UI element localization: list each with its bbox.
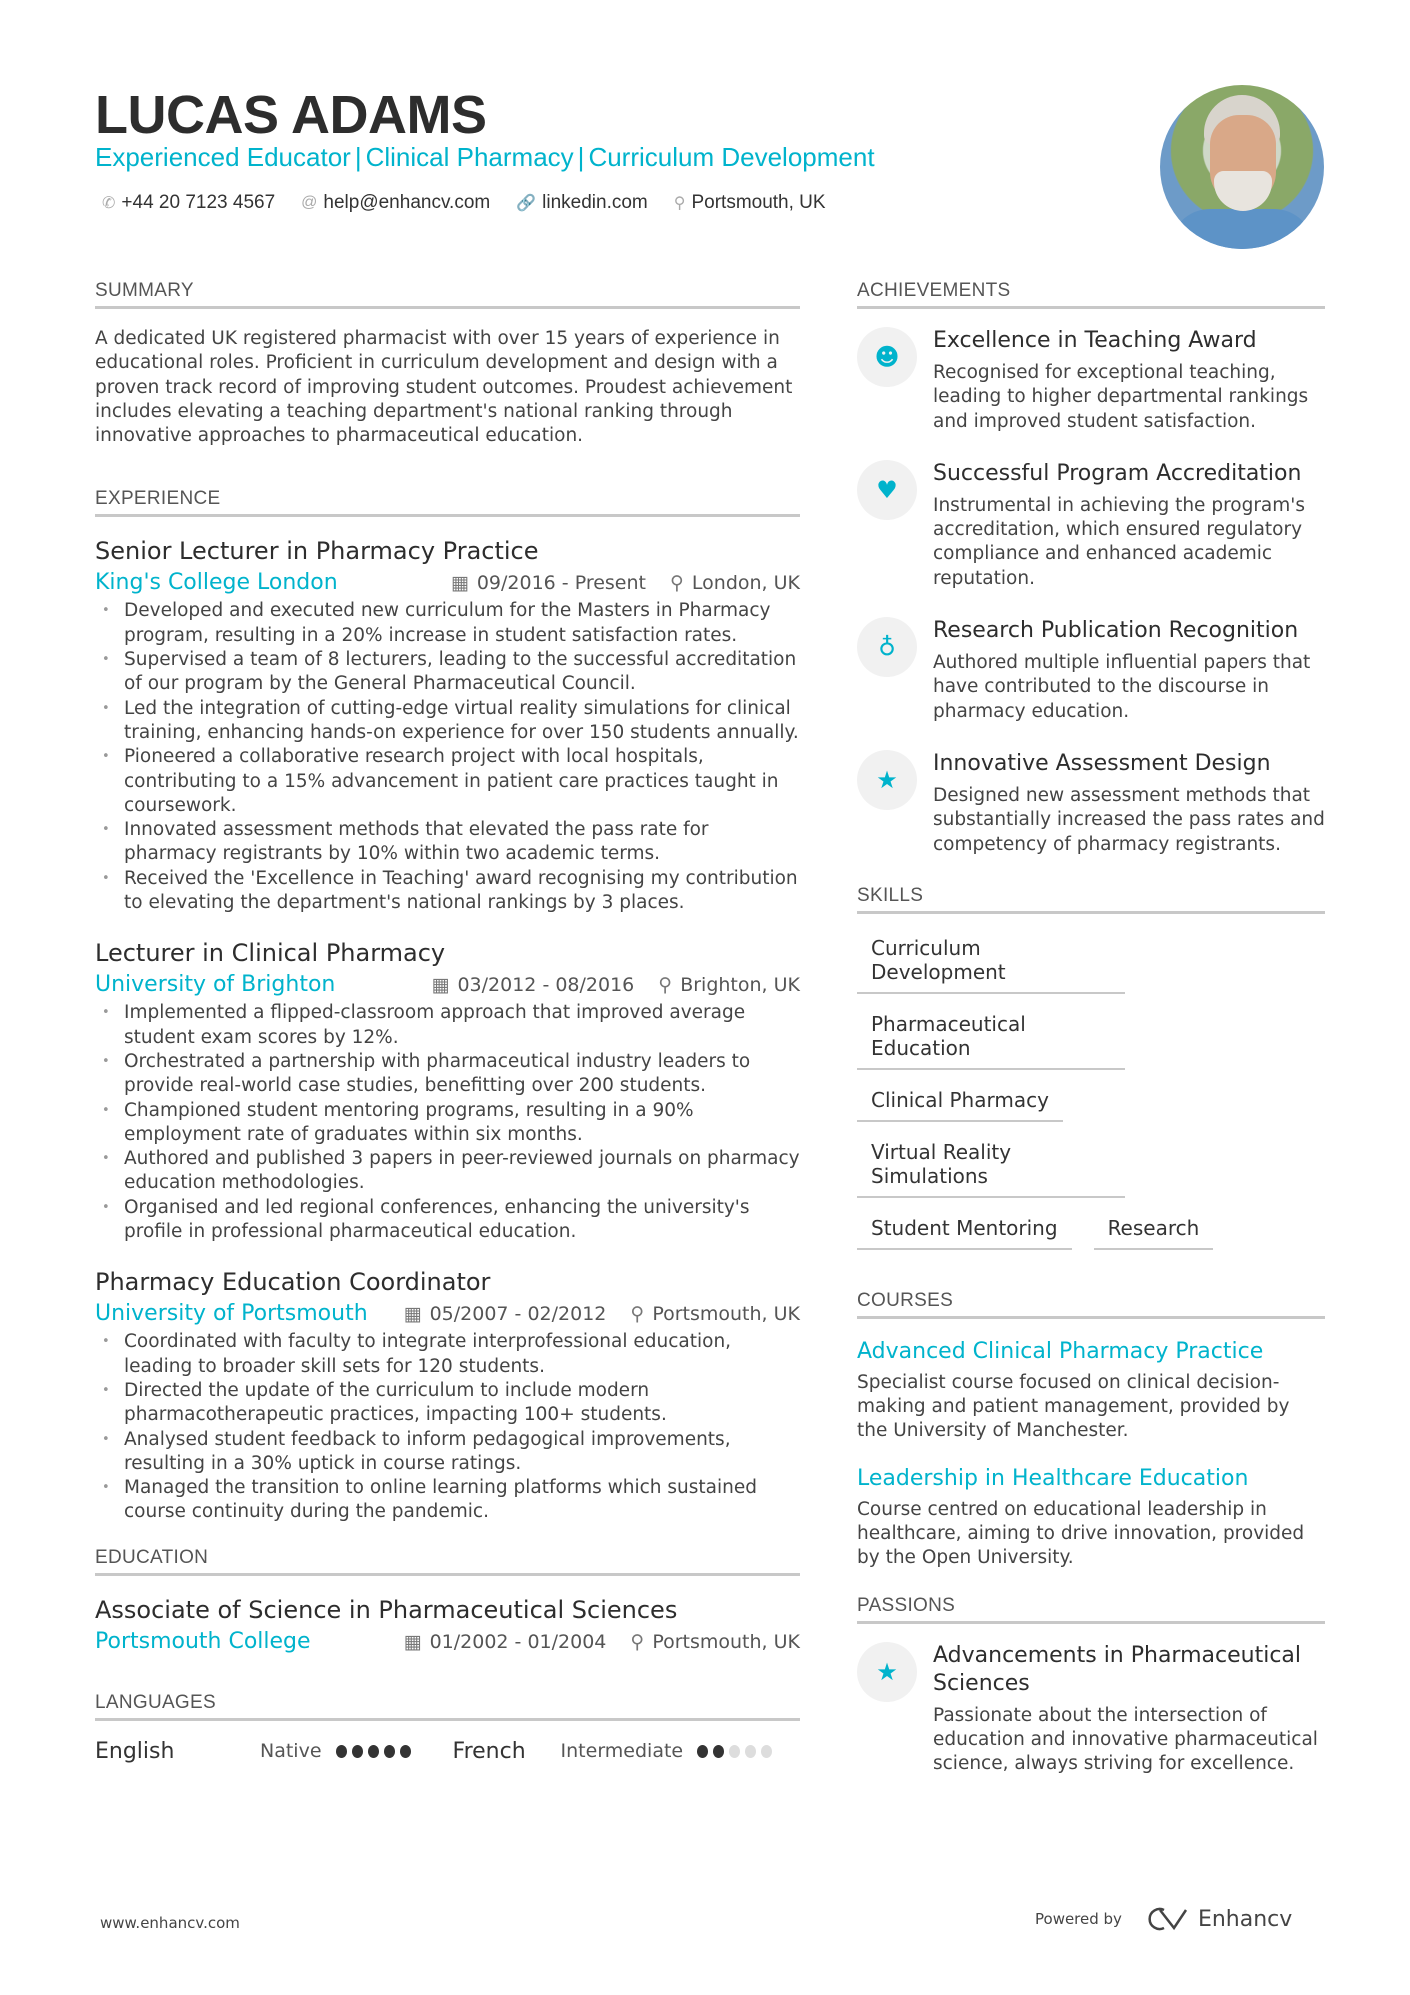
- bullet-item: • Coordinated with faculty to integrate interprofessional education, leading to broader skill sets for 120 students.: [95, 1330, 800, 1379]
- powered-by-label: Powered by: [1035, 1910, 1122, 1928]
- bullet-item: • Championed student mentoring programs, resulting in a 90% employment rate of graduates within six months.: [95, 1099, 800, 1148]
- job-details: [404, 1298, 800, 1330]
- section-heading: SUMMARY: [95, 280, 800, 309]
- job-entry: [95, 1266, 800, 1524]
- summary-text: A dedicated UK registered pharmacist with over 15 years of experience in educational roles. Proficient in curriculum development and design with a proven track record of improving student outcomes. Proudest achievement includes elevating a teaching department's national ranking through innovative approaches to pharmaceutical education.: [95, 328, 793, 447]
- contact-text: help@enhancv.com: [323, 192, 491, 213]
- proficiency-dot: [336, 1745, 347, 1758]
- list-item: [857, 460, 1325, 591]
- dates: [404, 1626, 607, 1658]
- right-column: [857, 280, 1325, 1803]
- dates: [451, 567, 646, 599]
- bullet-item: • Pioneered a collaborative research project with local hospitals, contributing to a 15% advancement in patient care practices taught in coursework.: [95, 745, 800, 818]
- skill-tag: Student Mentoring: [857, 1212, 1072, 1250]
- job-entry: [95, 535, 800, 915]
- course-title[interactable]: Leadership in Healthcare Education: [857, 1465, 1249, 1491]
- courses-section: [857, 1290, 1325, 1571]
- language-level: Native: [260, 1740, 322, 1763]
- list-item: [857, 750, 1325, 857]
- contact-text: +44 20 7123 4567: [121, 192, 276, 213]
- experience-section: [95, 488, 800, 1524]
- job-meta: [95, 1298, 800, 1330]
- summary-section: [95, 280, 800, 448]
- calendar-icon: ▦: [403, 1303, 422, 1326]
- organization-name[interactable]: King's College London: [95, 570, 338, 596]
- proficiency-dot: [400, 1745, 411, 1758]
- item-content: [933, 1642, 1325, 1777]
- proficiency-dot: [368, 1745, 379, 1758]
- proficiency-dots: [697, 1745, 772, 1758]
- skills-section: [857, 885, 1325, 1250]
- date-range: 01/2002 - 01/2004: [429, 1630, 607, 1653]
- bullet-item: • Developed and executed new curriculum for the Masters in Pharmacy program, resulting in a 20% increase in student satisfaction rates.: [95, 599, 800, 648]
- location: [670, 567, 800, 599]
- dates: [432, 969, 635, 1001]
- job-entry: [95, 937, 800, 1244]
- powered-by: [1035, 1906, 1292, 1932]
- proficiency-dot: [729, 1745, 740, 1758]
- item-content: [933, 617, 1325, 724]
- head-icon: ☻: [857, 327, 917, 387]
- bullet-item: • Led the integration of cutting-edge virtual reality simulations for clinical training, enhancing hands-on experience for over 150 students annually.: [95, 697, 800, 746]
- phone-icon: ✆: [102, 195, 116, 212]
- proficiency-dot: [761, 1745, 772, 1758]
- star-icon: ★: [857, 1642, 917, 1702]
- section-heading: ACHIEVEMENTS: [857, 280, 1325, 309]
- job-meta: [95, 567, 800, 599]
- job-title: Pharmacy Education Coordinator: [95, 1268, 491, 1297]
- course-title[interactable]: Advanced Clinical Pharmacy Practice: [857, 1338, 1264, 1364]
- proficiency-dot: [697, 1745, 708, 1758]
- section-heading: SKILLS: [857, 885, 1325, 914]
- bullet-item: • Directed the update of the curriculum to include modern pharmacotherapeutic practices, impacting 100+ students.: [95, 1379, 800, 1428]
- location-pin-icon: ⚲: [630, 1303, 645, 1326]
- skill-tag: Curriculum Development: [857, 932, 1125, 994]
- section-heading: LANGUAGES: [95, 1692, 800, 1721]
- location-pin-icon: ⚲: [630, 1630, 645, 1653]
- language-level: Intermediate: [560, 1740, 684, 1763]
- location: [630, 1626, 800, 1658]
- location-text: Portsmouth, UK: [652, 1303, 800, 1326]
- proficiency-dots: [336, 1745, 411, 1758]
- job-details: [404, 1626, 800, 1658]
- dates: [404, 1298, 607, 1330]
- item-title: Successful Program Accreditation: [933, 460, 1302, 486]
- headline: [95, 142, 875, 173]
- contact-text: Portsmouth, UK: [691, 192, 826, 213]
- location: [630, 1298, 800, 1330]
- contact-text: linkedin.com: [542, 192, 648, 213]
- bullet-item: • Managed the transition to online learning platforms which sustained course continuity during the pandemic.: [95, 1476, 800, 1525]
- section-heading: EXPERIENCE: [95, 488, 800, 517]
- item-title: Excellence in Teaching Award: [933, 328, 1257, 353]
- calendar-icon: ▦: [403, 1630, 422, 1653]
- bullet-item: • Analysed student feedback to inform pedagogical improvements, resulting in a 30% uptick in course ratings.: [95, 1428, 800, 1477]
- item-title: Innovative Assessment Design: [933, 750, 1271, 776]
- lightbulb-icon: ♁: [857, 617, 917, 677]
- skill-tag: Virtual Reality Simulations: [857, 1136, 1125, 1198]
- bullet-item: • Orchestrated a partnership with pharmaceutical industry leaders to provide real-world case studies, benefitting over 200 students.: [95, 1050, 800, 1099]
- item-description: Passionate about the intersection of education and innovative pharmaceutical science, always striving for excellence.: [933, 1704, 1318, 1775]
- organization-name[interactable]: University of Portsmouth: [95, 1301, 368, 1327]
- enhancv-logo[interactable]: [1146, 1906, 1292, 1932]
- job-details: [432, 969, 800, 1001]
- bullet-list: [95, 1001, 800, 1244]
- item-title: Advancements in Pharmaceutical Sciences: [933, 1642, 1302, 1696]
- item-content: [933, 750, 1325, 857]
- bullet-item: • Received the 'Excellence in Teaching' award recognising my contribution to elevating the department's national rankings by 3 places.: [95, 867, 800, 916]
- bullet-item: • Innovated assessment methods that elevated the pass rate for pharmacy registrants by 10% within two academic terms.: [95, 818, 800, 867]
- language-name: French: [452, 1738, 526, 1764]
- calendar-icon: ▦: [450, 572, 469, 595]
- bullet-item: • Organised and led regional conferences, enhancing the university's profile in professional pharmaceutical education.: [95, 1196, 800, 1245]
- bullet-item: • Implemented a flipped-classroom approach that improved average student exam scores by 12%.: [95, 1001, 800, 1050]
- list-item: [857, 327, 1325, 434]
- contact-info: [102, 192, 826, 214]
- course-description: Specialist course focused on clinical decision-making and patient management, provided by the University of Manchester.: [857, 1371, 1290, 1442]
- job-title: Senior Lecturer in Pharmacy Practice: [95, 537, 539, 566]
- list-item: [857, 1642, 1325, 1777]
- item-description: Authored multiple influential papers that have contributed to the discourse in pharmacy education.: [933, 652, 1311, 722]
- job-meta: [95, 1626, 800, 1658]
- education-entry: [95, 1594, 800, 1658]
- skill-tag: Pharmaceutical Education: [857, 1008, 1125, 1070]
- contact-item[interactable]: [674, 192, 826, 214]
- date-range: 03/2012 - 08/2016: [457, 974, 635, 997]
- left-column: [95, 280, 800, 1764]
- languages-section: [95, 1692, 800, 1764]
- item-description: Designed new assessment methods that substantially increased the pass rates and competency of pharmacy registrants.: [933, 784, 1325, 855]
- language-name: English: [95, 1738, 175, 1764]
- bullet-item: • Authored and published 3 papers in peer-reviewed journals on pharmacy education methodologies.: [95, 1147, 800, 1196]
- skill-tag: Research: [1094, 1212, 1214, 1250]
- item-title: Research Publication Recognition: [933, 618, 1299, 644]
- bullet-list: [95, 599, 800, 915]
- job-details: [451, 567, 800, 599]
- skill-tag: Clinical Pharmacy: [857, 1084, 1063, 1122]
- item-description: Recognised for exceptional teaching, leading to higher departmental rankings and improved student satisfaction.: [933, 362, 1309, 432]
- achievements-section: [857, 280, 1325, 857]
- date-range: 05/2007 - 02/2012: [429, 1303, 607, 1326]
- at-icon: @: [301, 194, 318, 211]
- separator: |: [354, 142, 362, 172]
- location-text: London, UK: [691, 572, 800, 595]
- link-icon: 🔗: [516, 195, 537, 212]
- organization-name[interactable]: Portsmouth College: [95, 1628, 311, 1654]
- section-heading: EDUCATION: [95, 1547, 800, 1576]
- course-description: Course centred on educational leadership in healthcare, aiming to drive innovation, provided by the Open University.: [857, 1498, 1305, 1569]
- footer-url[interactable]: www.enhancv.com: [100, 1914, 240, 1932]
- headline-title: Clinical Pharmacy: [365, 142, 574, 172]
- section-heading: PASSIONS: [857, 1595, 1325, 1624]
- headline-title: Curriculum Development: [588, 142, 875, 172]
- candidate-name: LUCAS ADAMS: [95, 85, 487, 145]
- brand-name: Enhancv: [1197, 1906, 1293, 1932]
- enhancv-logo-icon: [1146, 1906, 1190, 1932]
- location-icon: ⚲: [673, 195, 686, 212]
- heart-icon: ♥: [857, 460, 917, 520]
- contact-item[interactable]: [516, 192, 648, 214]
- location-pin-icon: ⚲: [658, 974, 673, 997]
- course-entry: [857, 1464, 1325, 1571]
- location: [658, 969, 800, 1001]
- calendar-icon: ▦: [431, 974, 450, 997]
- proficiency-dot: [384, 1745, 395, 1758]
- course-entry: [857, 1337, 1325, 1444]
- item-content: [933, 327, 1325, 434]
- bullet-item: • Supervised a team of 8 lecturers, leading to the successful accreditation of our program by the General Pharmaceutical Council.: [95, 648, 800, 697]
- headline-title: Experienced Educator: [95, 142, 351, 172]
- proficiency-dot: [745, 1745, 756, 1758]
- organization-name[interactable]: University of Brighton: [95, 972, 336, 998]
- location-text: Brighton, UK: [680, 974, 800, 997]
- bullet-list: [95, 1330, 800, 1524]
- job-meta: [95, 969, 800, 1001]
- passions-section: [857, 1595, 1325, 1777]
- contact-item[interactable]: [301, 192, 490, 214]
- date-range: 09/2016 - Present: [476, 572, 646, 595]
- job-title: Lecturer in Clinical Pharmacy: [95, 939, 446, 968]
- contact-item[interactable]: [102, 192, 275, 214]
- item-description: Instrumental in achieving the program's accreditation, which ensured regulatory compliance and enhanced academic reputation.: [933, 494, 1306, 589]
- profile-photo: [1160, 85, 1324, 249]
- education-section: [95, 1547, 800, 1658]
- location-pin-icon: ⚲: [669, 572, 684, 595]
- proficiency-dot: [352, 1745, 363, 1758]
- star-icon: ★: [857, 750, 917, 810]
- item-content: [933, 460, 1325, 591]
- separator: |: [577, 142, 585, 172]
- location-text: Portsmouth, UK: [652, 1630, 800, 1653]
- list-item: [857, 617, 1325, 724]
- section-heading: COURSES: [857, 1290, 1325, 1319]
- degree-title: Associate of Science in Pharmaceutical Sciences: [95, 1595, 678, 1624]
- proficiency-dot: [713, 1745, 724, 1758]
